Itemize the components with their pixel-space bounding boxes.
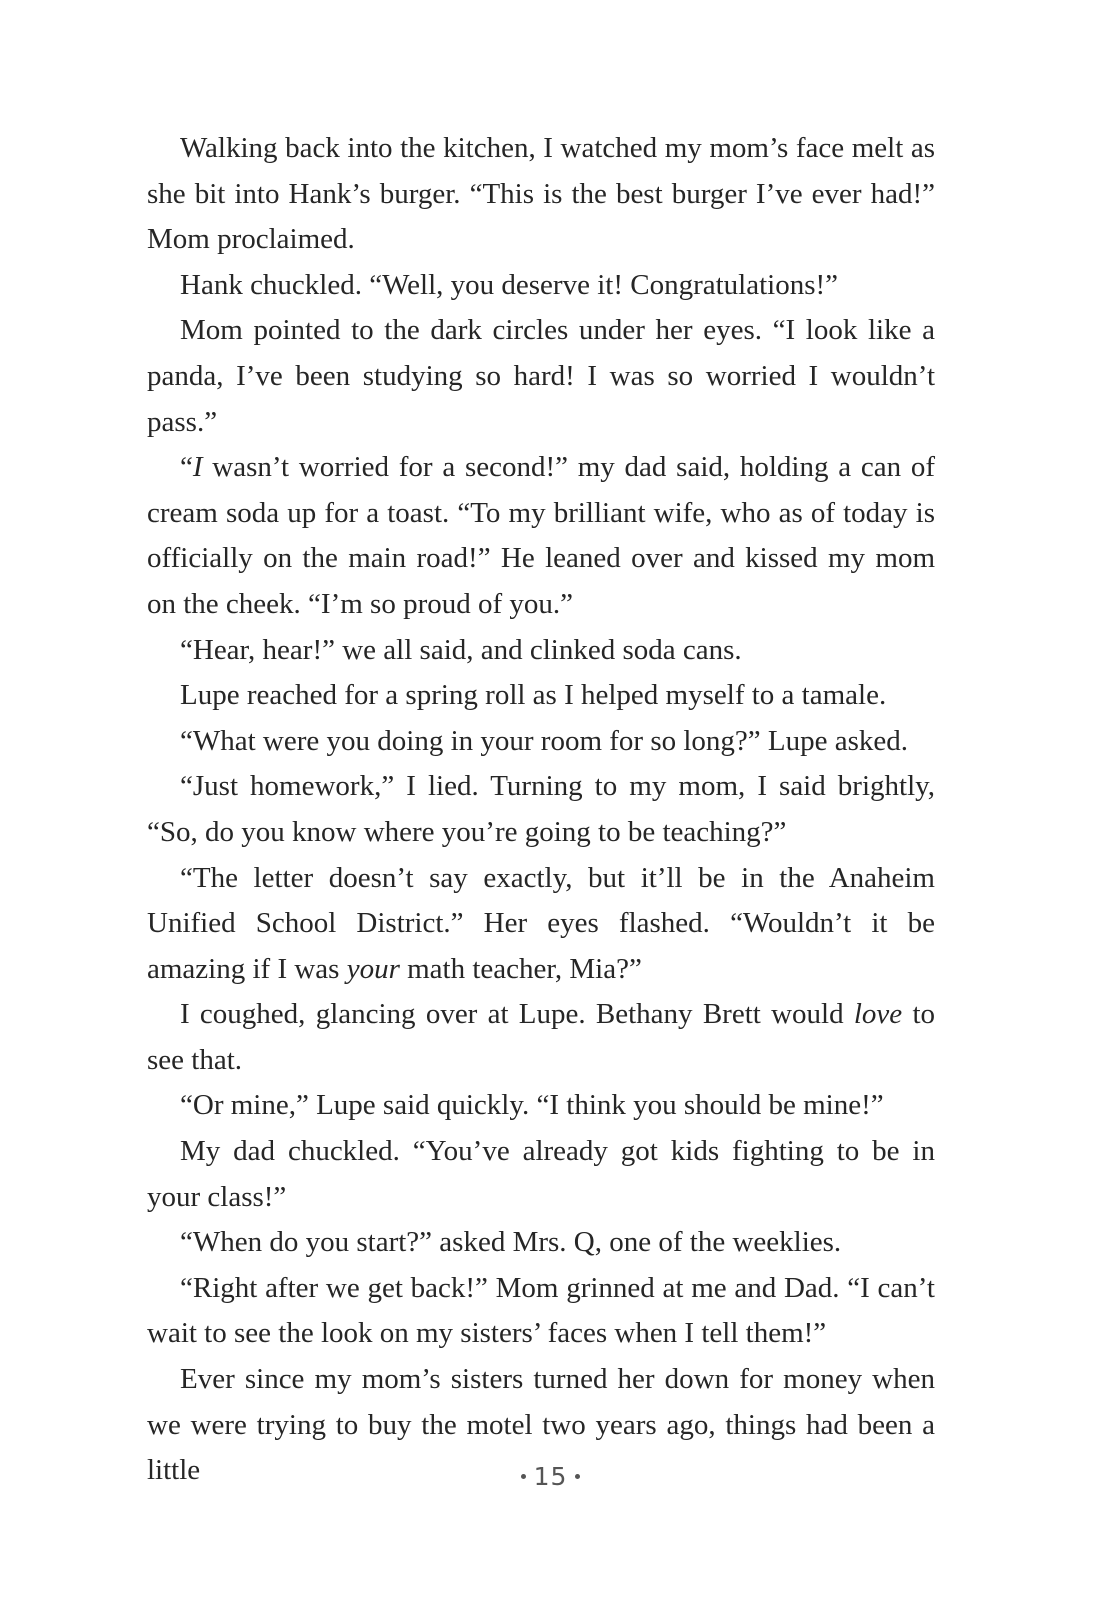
paragraph (147, 445, 935, 627)
text-run: Mom pointed to the dark circles under her eyes. “I look like a panda, I’ve been studying so hard! I was so worried I wouldn’t pass.” (147, 314, 935, 438)
paragraph (147, 856, 935, 993)
paragraph (147, 673, 935, 719)
paragraph (147, 992, 935, 1083)
text-run: My dad chuckled. “You’ve already got kids fighting to be in your class!” (147, 1135, 935, 1213)
text-run: “Right after we get back!” Mom grinned at me and Dad. “I can’t wait to see the look on my sisters’ faces when I tell them!” (147, 1271, 935, 1350)
text-run: “When do you start?” asked Mrs. Q, one of the weeklies. (180, 1226, 842, 1259)
paragraph (147, 1220, 935, 1266)
text-run: wasn’t worried for a second!” my dad said, holding a can of cream soda up for a toast. “To my brilliant wife, who as of today is officially on the main road!” He leaned over and kissed my mom on the cheek. “I’m so proud of you.” (147, 451, 935, 620)
text-run: “Or mine,” Lupe said quickly. “I think you should be mine!” (180, 1089, 884, 1122)
text-run: “Hear, hear!” we all said, and clinked soda cans. (180, 633, 742, 666)
paragraph (147, 126, 935, 263)
paragraph (147, 764, 935, 855)
paragraph (147, 1129, 935, 1220)
italic-text: your (346, 952, 400, 985)
text-run: Walking back into the kitchen, I watched my mom’s face melt as she bit into Hank’s burger. “This is the best burger I’ve ever had!” Mom proclaimed. (147, 132, 935, 256)
text-run: to see that. (147, 998, 935, 1076)
paragraph (147, 263, 935, 309)
text-run: “The letter doesn’t say exactly, but it’ll be in the Anaheim Unified School District.” Her eyes flashed. “Wouldn’t it be amazing if I was (147, 861, 935, 985)
text-run: Lupe reached for a spring roll as I helped myself to a tamale. (180, 679, 887, 712)
folio-right-dot (575, 1474, 580, 1479)
text-run: “What were you doing in your room for so long?” Lupe asked. (180, 724, 909, 757)
text-run: “Just homework,” I lied. Turning to my mom, I said brightly, “So, do you know where you’re going to be teaching?” (147, 770, 935, 848)
text-run: “ (180, 451, 193, 484)
page-number: 15 (533, 1462, 568, 1491)
folio-left-dot (521, 1474, 526, 1479)
paragraph (147, 1083, 935, 1129)
paragraph (147, 628, 935, 674)
text-run: Ever since my mom’s sisters turned her down for money when we were trying to buy the motel two years ago, things had been a little (147, 1363, 935, 1487)
italic-text: love (853, 998, 903, 1031)
paragraph (147, 719, 935, 765)
text-run: math teacher, Mia?” (399, 952, 642, 985)
body-text (147, 126, 935, 1494)
italic-text: I (192, 451, 203, 484)
page-number-folio (0, 1462, 1101, 1491)
paragraph (147, 308, 935, 445)
text-run: I coughed, glancing over at Lupe. Bethany Brett would (180, 998, 854, 1031)
paragraph (147, 1266, 935, 1357)
text-run: Hank chuckled. “Well, you deserve it! Congratulations!” (180, 268, 839, 301)
